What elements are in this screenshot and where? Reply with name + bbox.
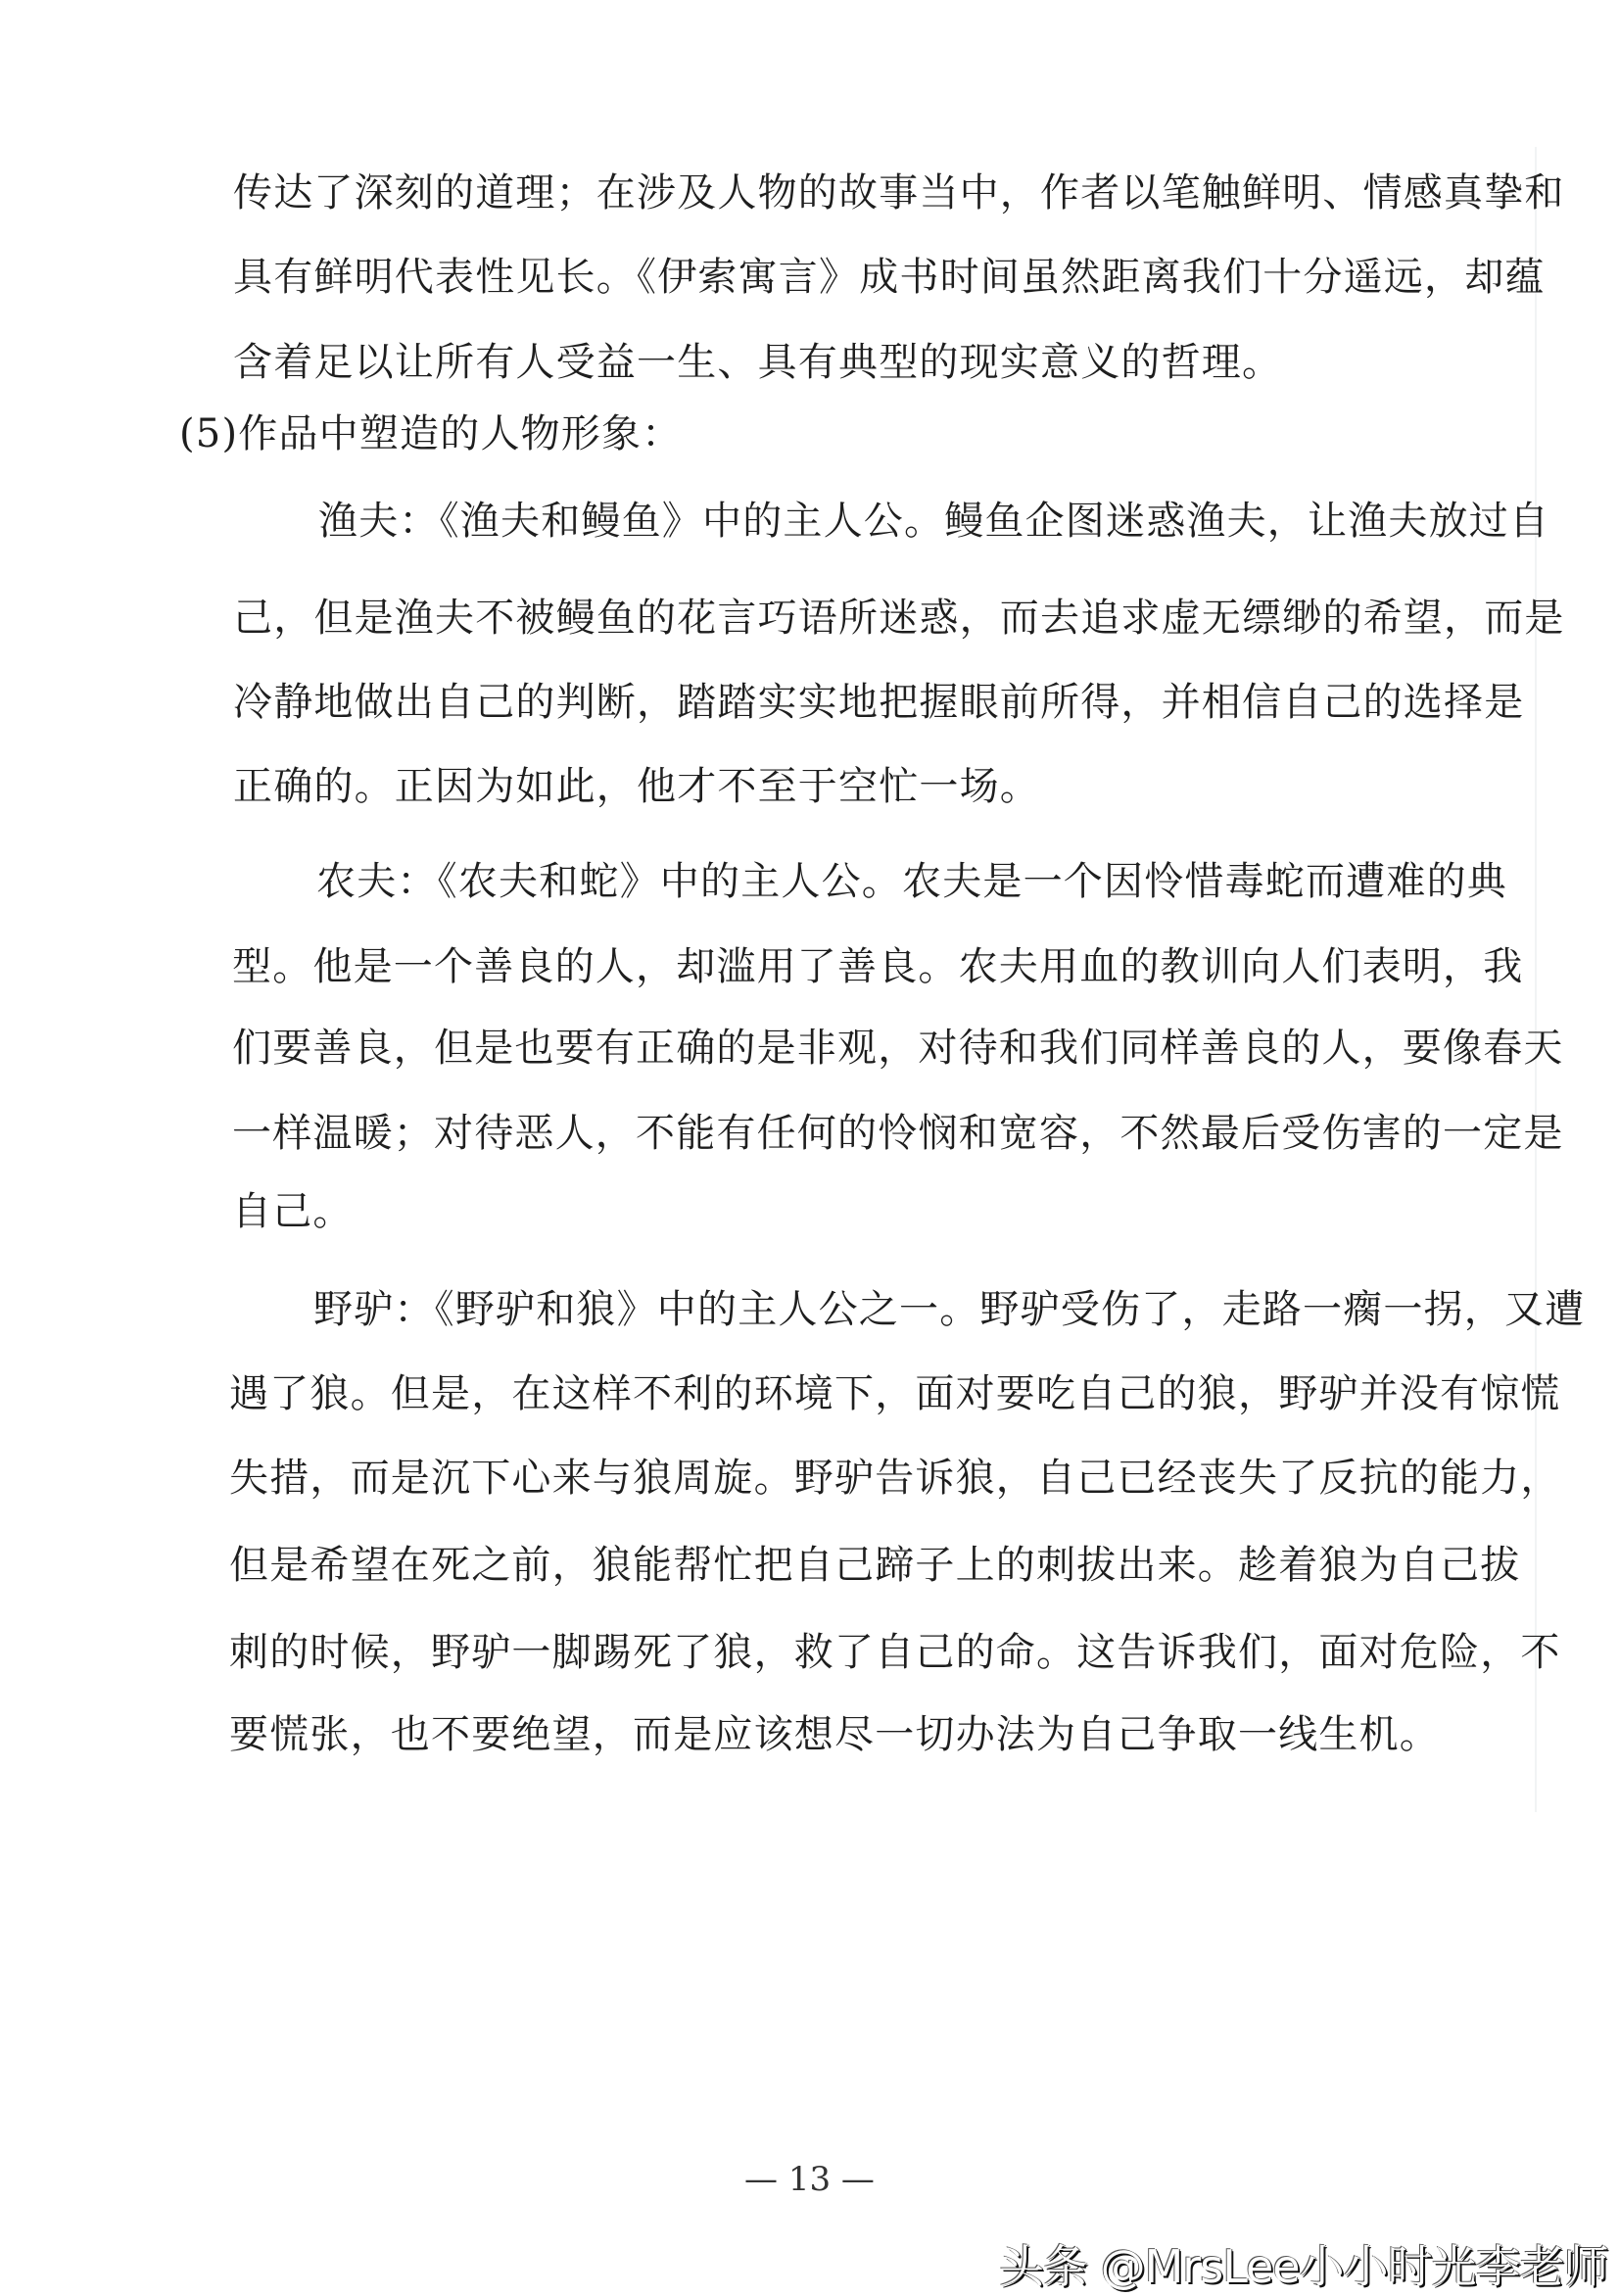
paragraph-line: 刺的时候，野驴一脚踢死了狼，救了自己的命。这告诉我们，面对危险，不 bbox=[229, 1630, 1561, 1675]
paragraph-line: 们要善良，但是也要有正确的是非观，对待和我们同样善良的人，要像春天 bbox=[232, 1026, 1564, 1071]
page-number: — 13 — bbox=[744, 2160, 875, 2199]
paragraph-line: 己，但是渔夫不被鳗鱼的花言巧语所迷惑，而去追求虚无缥缈的希望，而是 bbox=[233, 596, 1565, 641]
paragraph-line: 具有鲜明代表性见长。《伊索寓言》成书时间虽然距离我们十分遥远，却蕴 bbox=[233, 255, 1546, 300]
paragraph-line: 自己。 bbox=[232, 1189, 354, 1234]
paragraph-line: 失措，而是沉下心来与狼周旋。野驴告诉狼，自己已经丧失了反抗的能力， bbox=[229, 1456, 1561, 1501]
paragraph-line: 冷静地做出自己的判断，踏踏实实地把握眼前所得，并相信自己的选择是 bbox=[233, 680, 1525, 725]
paragraph-line-farmer: 农夫：《农夫和蛇》中的主人公。农夫是一个因怜惜毒蛇而遭难的典 bbox=[316, 859, 1507, 904]
paragraph-line-fisherman: 渔夫：《渔夫和鳗鱼》中的主人公。鳗鱼企图迷惑渔夫，让渔夫放过自 bbox=[318, 499, 1550, 544]
paragraph-line: 遇了狼。但是，在这样不利的环境下，面对要吃自己的狼，野驴并没有惊慌 bbox=[229, 1371, 1561, 1416]
paragraph-line: 传达了深刻的道理；在涉及人物的故事当中，作者以笔触鲜明、情感真挚和 bbox=[233, 170, 1565, 215]
paragraph-line: 一样温暖；对待恶人，不能有任何的怜悯和宽容，不然最后受伤害的一定是 bbox=[232, 1111, 1564, 1156]
paragraph-line: 含着足以让所有人受益一生、具有典型的现实意义的哲理。 bbox=[233, 340, 1283, 385]
paragraph-line: 但是希望在死之前，狼能帮忙把自己蹄子上的刺拔出来。趁着狼为自己拔 bbox=[229, 1543, 1521, 1588]
paragraph-line-donkey: 野驴：《野驴和狼》中的主人公之一。野驴受伤了，走路一瘸一拐，又遭 bbox=[313, 1287, 1586, 1332]
paragraph-line: 型。他是一个善良的人，却滥用了善良。农夫用血的教训向人们表明，我 bbox=[232, 944, 1524, 989]
paragraph-line: 正确的。正因为如此，他才不至于空忙一场。 bbox=[233, 764, 1040, 809]
watermark: 头条 @MrsLee小小时光李老师 bbox=[999, 2240, 1608, 2293]
scan-page-edge bbox=[1535, 147, 1537, 1812]
paragraph-line: 要慌张，也不要绝望，而是应该想尽一切办法为自己争取一线生机。 bbox=[229, 1712, 1440, 1757]
section-heading: (5)作品中塑造的人物形象： bbox=[179, 411, 683, 456]
